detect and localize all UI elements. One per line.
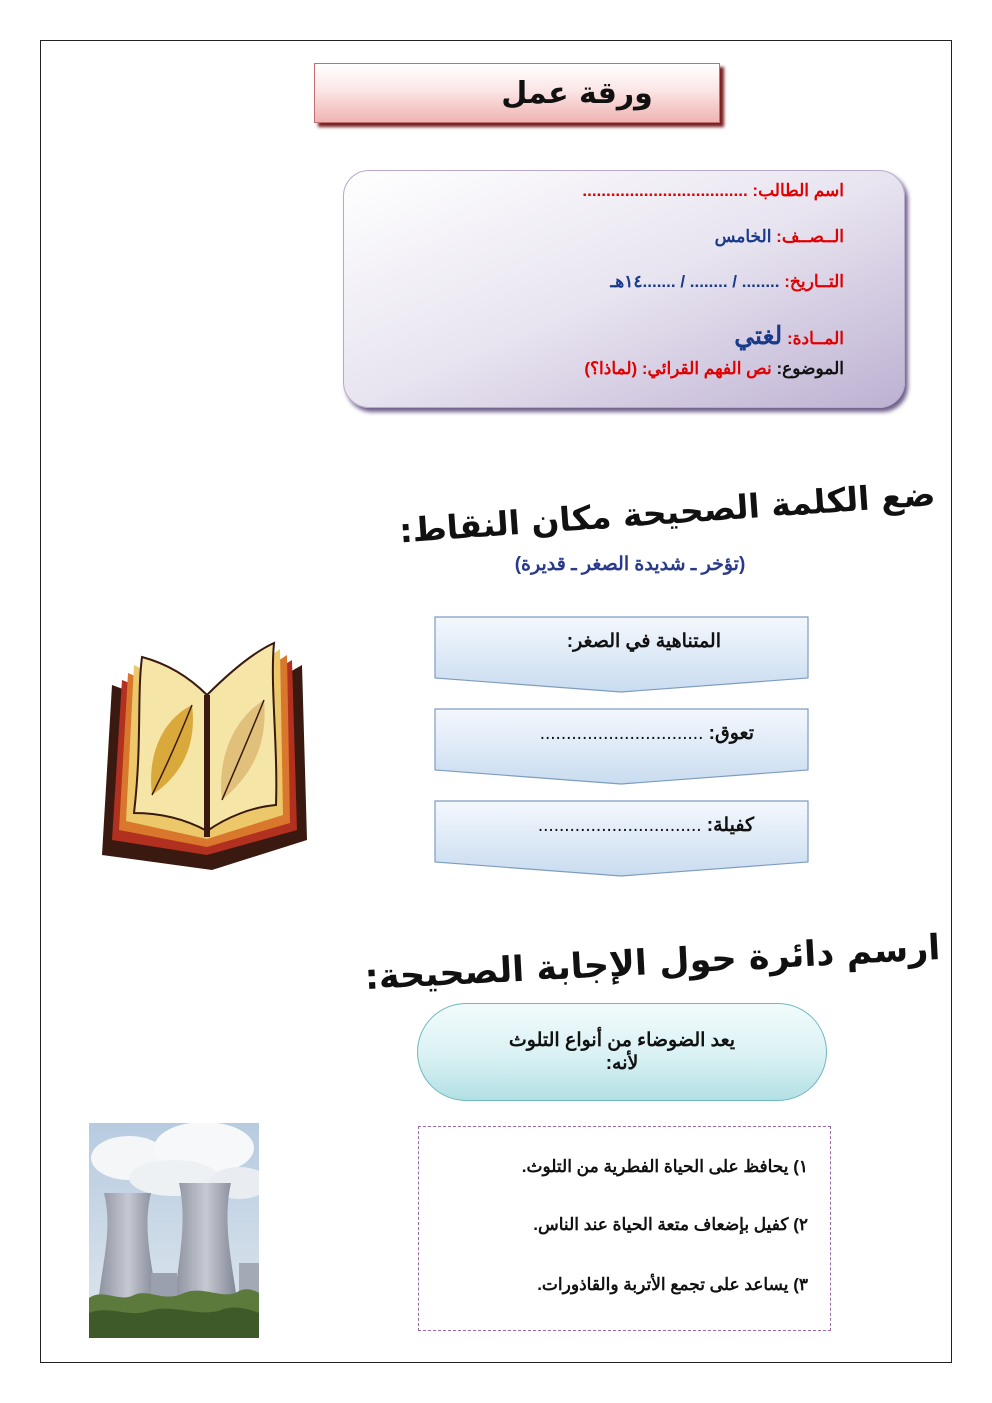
student-name-row (582, 181, 844, 201)
worksheet-title: ورقة عمل (501, 75, 653, 111)
definition-3-blank[interactable]: ............................... (537, 815, 702, 836)
date-label: التــاريخ: (784, 272, 844, 291)
answer-option-2[interactable]: ٢) كفيل بإضعاف متعة الحياة عند الناس. (533, 1215, 808, 1234)
topic-label: الموضوع: (776, 359, 844, 378)
definition-box-3 (434, 800, 809, 876)
student-info-box (343, 170, 905, 408)
cooling-towers-photo (89, 1123, 259, 1338)
definition-2-label: تعوق: (708, 723, 754, 744)
student-name-label: اسم الطالب: (752, 181, 844, 200)
class-row (715, 227, 844, 247)
topic-value: نص الفهم القرائي: (لماذا؟) (584, 359, 772, 378)
subject-row (734, 321, 844, 351)
definition-box-2 (434, 708, 809, 784)
class-label: الــصــف: (776, 227, 844, 246)
class-value: الخامس (714, 227, 772, 246)
topic-row (584, 359, 844, 379)
question-pill (417, 1003, 827, 1101)
word-bank: (تؤخر ـ شديدة الصغر ـ قديرة) (514, 554, 746, 575)
subject-label: المــادة: (786, 329, 844, 348)
definition-1-text: المتناهية في الصغر: (566, 631, 721, 652)
definition-box-1 (434, 616, 809, 692)
section2-heading: ارسم دائرة حول الإجابة الصحيحة: (363, 928, 942, 999)
answer-option-3[interactable]: ٣) يساعد على تجمع الأتربة والقاذورات. (537, 1275, 808, 1294)
student-name-blank[interactable]: ................................... (582, 181, 748, 200)
subject-value: لغتي (734, 322, 783, 350)
definition-2-blank[interactable]: ............................... (539, 723, 704, 744)
date-blank[interactable]: ........ / ........ / .......١٤هـ (610, 272, 780, 291)
answer-options-box (418, 1126, 831, 1331)
title-banner (314, 63, 720, 123)
definition-2-row (540, 722, 754, 745)
question-line-1: يعد الضوضاء من أنواع التلوث (508, 1030, 736, 1051)
answer-option-1[interactable]: ١) يحافظ على الحياة الفطرية من التلوث. (521, 1157, 808, 1176)
date-row (610, 272, 844, 292)
definition-3-label: كفيلة: (706, 815, 754, 836)
section1-heading: ضع الكلمة الصحيحة مكان النقاط: (397, 474, 937, 551)
open-book-icon (92, 625, 322, 875)
definition-3-row (538, 814, 754, 837)
question-line-2: لأنه: (605, 1053, 639, 1074)
